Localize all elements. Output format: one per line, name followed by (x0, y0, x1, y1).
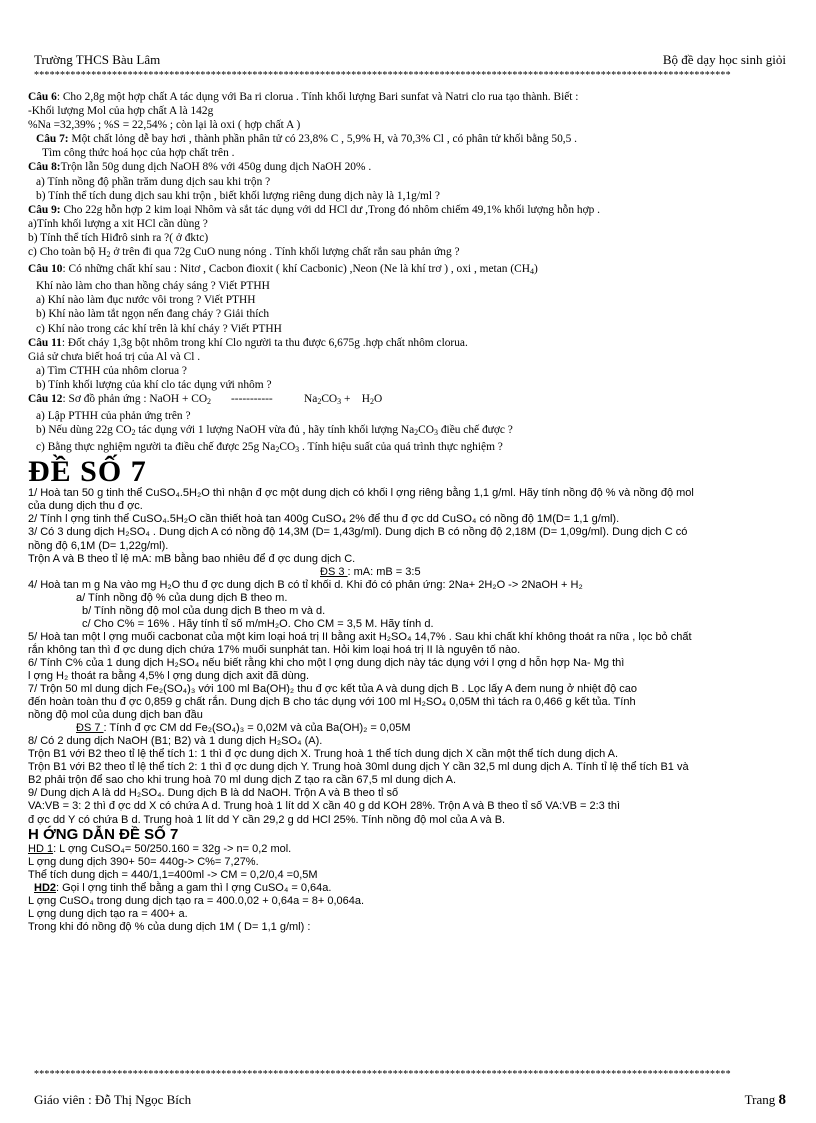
text-line: c) Bằng thực nghiệm người ta điều chế được 25g $Na_2CO_3$ . Tính hiệu suất của quá trình thực nghiệm ? (36, 441, 503, 455)
text-line: Thể tích dung dịch = 440/1,1=400ml -> CM = 0,2/0,4 =0,5M (28, 868, 318, 881)
question-9: Câu 9: Cho 22g hỗn hợp 2 kim loại Nhôm và sắt tác dụng với dd HCl dư ,Trong đó nhôm chiếm 49,1% khối lượng hỗn hợp . (28, 203, 600, 216)
text-line: b) Tính khối lượng của khí clo tác dụng vứi nhôm ? (36, 378, 272, 391)
text-line: b) Tính thể tích Hiđrô sinh ra ?( ở đktc) (28, 231, 209, 244)
text-line: a/ Tính nồng độ % của dung dịch B theo m. (76, 591, 288, 604)
question-label: Câu 10 (28, 263, 63, 276)
footer-star-divider: ************************************************************************************************************************************** (34, 1069, 731, 1080)
text-line: đ ợc dd Y có chứa B d. Trung hoà 1 lít dd Y cần 29,2 g dd HCl 25%. Tính nồng độ mol của A và B. (28, 813, 506, 826)
text-line: L ợng dung dịch 390+ 50= 440g-> C%= 7,27%. (28, 855, 259, 868)
text-line: -Khối lượng Mol của hợp chất A là 142g (28, 105, 214, 118)
document-body (28, 90, 784, 934)
text-line: b) Khí nào làm tắt ngọn nến đang cháy ? Giải thích (36, 308, 270, 321)
answer-3: ĐS 3 : mA: mB = 3:5 (320, 565, 421, 578)
question-label: Câu 8: (28, 161, 61, 174)
question-11: Câu 11: Đốt cháy 1,3g bột nhôm trong khí Clo người ta thu được 6,675g .hợp chất nhôm clorua. (28, 336, 468, 349)
text-line: 6/ Tính C% của 1 dung dịch H₂SO₄ nếu biết rằng khi cho một l ợng dung dịch này tác dụng với l ợng d hỗn hợp Na- Mg thì (28, 656, 625, 669)
question-6: Câu 6: Cho 2,8g một hợp chất A tác dụng với Ba ri clorua . Tính khối lượng Bari sunfat và Natri clo rua tạo thành. Biết : (28, 91, 579, 103)
question-10: Câu 10: Có những chất khí sau : Nitơ , Cacbon đioxit ( khí Cacbonic) ,Neon (Ne là khí trơ ) , oxi , metan $(CH_4)$ (28, 263, 538, 277)
solution-1: HD 1: L ợng CuSO₄= 50/250.160 = 32g -> n= 0,2 mol. (28, 842, 292, 855)
question-label: Câu 6 (28, 91, 57, 103)
question-label: Câu 9: (28, 203, 61, 216)
text-line: của dung dịch thu đ ợc. (28, 500, 143, 513)
document-title: Bộ đề dạy học sinh giỏi (662, 52, 786, 67)
text-line: 8/ Có 2 dung dịch NaOH (B1; B2) và 1 dung dịch H₂SO₄ (A). (28, 735, 323, 748)
text-line: Trộn A và B theo tỉ lệ mA: mB bằng bao nhiêu để đ ợc dung dịch C. (28, 552, 356, 565)
text-line: Trộn B1 với B2 theo tỉ lệ thể tích 1: 1 thì đ ợc dung dịch X. Trung hoà 1 thể tích dung dịch X cần một thể tích dung dịch A. (28, 748, 619, 761)
school-name: Trường THCS Bàu Lâm (34, 52, 161, 67)
text-line: Khí nào làm cho than hồng cháy sáng ? Viết PTHH (36, 280, 270, 293)
text-line: 5/ Hoà tan một l ợng muối cacbonat của một kim loại hoá trị II bằng axit H₂SO₄ 14,7% . Sau khi chất khí không thoát ra nữa , lọc bỏ chất (28, 630, 692, 643)
text-line: 7/ Trộn 50 ml dung dịch Fe₂(SO₄)₃ với 100 ml Ba(OH)₂ thu đ ợc kết tủa A và dung dịch B . Lọc lấy A đem nung ở nhiệt độ cao (28, 683, 638, 696)
teacher-name: Giáo viên : Đỗ Thị Ngọc Bích (34, 1092, 192, 1107)
text-line: 9/ Dung dịch A là dd H₂SO₄. Dung dịch B là dd NaOH. Trộn A và B theo tỉ số (28, 787, 399, 800)
exam-7-problems (28, 487, 784, 934)
text-line: đến hoàn toàn thu đ ợc 0,859 g chất rắn. Dung dịch B cho tác dụng với 100 ml H₂SO₄ 0,05M thì tách ra 0,466 g kết tủa. Tính (28, 696, 636, 709)
question-12: Câu 12: Sơ đồ phản ứng : NaOH + $CO_2$ ----------- $Na_2CO_3$ + $H_2O$ (28, 392, 383, 406)
text-line: b) Tính thể tích dung dịch sau khi trộn , biết khối lượng riêng dung dịch này là 1,1g/ml ? (36, 189, 440, 202)
answer-7: ĐS 7 : Tính đ ợc CM dd Fe₂(SO₄)₃ = 0,02M và của Ba(OH)₂ = 0,05M (76, 722, 411, 735)
question-7: Câu 7: Một chất lỏng dễ bay hơi , thành phần phân tử có 23,8% C , 5,9% H, và 70,3% Cl , có phân tử khối bằng 50,5 . (36, 133, 578, 146)
text-line: b/ Tính nồng độ mol của dung dịch B theo m và d. (82, 604, 326, 617)
question-label: Câu 11 (28, 336, 62, 349)
text-line: 2/ Tính l ợng tinh thể CuSO₄.5H₂O cần thiết hoà tan 400g CuSO₄ 2% để thu đ ợc dd CuSO₄ có nồng độ 1M(D= 1,1 g/ml). (28, 513, 620, 526)
text-line: b) Nếu dùng 22g $CO_2$ tác dụng với 1 lượng NaOH vừa đủ , hãy tính khối lượng $Na_2CO_3$ điều chế được ? (36, 424, 513, 438)
text-line: a) Tính nồng độ phần trăm dung dịch sau khi trộn ? (36, 175, 271, 188)
text-line: Trong khi đó nồng độ % của dung dịch 1M ( D= 1,1 g/ml) : (28, 920, 311, 933)
text-line: nồng độ 6,1M (D= 1,22g/ml). (28, 539, 169, 552)
text-line: Trộn B1 với B2 theo tỉ lệ thể tích 2: 1 thì đ ợc dung dịch Y. Trung hoà 30ml dung dịch Y cần 32,5 ml dung dịch A. Tính tỉ lệ thể tích B1 và (28, 761, 689, 774)
question-8: Câu 8:Trộn lẫn 50g dung dịch NaOH 8% với 450g dung dịch NaOH 20% . (28, 161, 372, 174)
question-label: Câu 7: (36, 133, 69, 146)
text-line: l ợng H₂ thoát ra bằng 4,5% l ợng dung dịch axit đã dùng. (28, 670, 310, 682)
text-line: a) Khí nào làm đục nước vôi trong ? Viết PTHH (36, 294, 256, 307)
text-line: VA:VB = 3: 2 thì đ ợc dd X có chứa A d. Trung hoà 1 lít dd X cần 40 g dd KOH 28%. Trộn A và B theo tỉ số VA:VB = 2:3 thì (28, 800, 621, 813)
exam-title: ĐỀ SỐ 7 (28, 455, 147, 489)
page-number: Trang 8 (744, 1092, 786, 1108)
text-line: c/ Cho C% = 16% . Hãy tính tỉ số m/mH₂O. Cho CM = 3,5 M. Hãy tính d. (82, 617, 434, 630)
text-line: 3/ Có 3 dung dịch H₂SO₄ . Dung dịch A có nồng độ 14,3M (D= 1,43g/ml). Dung dịch B có nồng độ 2,18M (D= 1,09g/ml). Dung dịch C có (28, 526, 688, 539)
text-line: a)Tính khối lượng a xit HCl cần dùng ? (28, 217, 208, 230)
text-line: L ợng CuSO₄ trong dung dịch tạo ra = 400.0,02 + 0,64a = 8+ 0,064a. (28, 894, 365, 907)
text-line: %Na =32,39% ; %S = 22,54% ; còn lại là oxi ( hợp chất A ) (28, 119, 301, 132)
text-line: a) Tìm CTHH của nhôm clorua ? (36, 364, 187, 377)
text-line: c) Khí nào trong các khí trên là khí cháy ? Viết PTHH (36, 322, 282, 335)
text-line: a) Lập PTHH của phản ứng trên ? (36, 410, 191, 423)
text-line: L ợng dung dịch tạo ra = 400+ a. (28, 907, 188, 920)
text-line: 4/ Hoà tan m g Na vào mg H₂O thu đ ợc dung dịch B có tỉ khối d. Khi đó có phản ứng: 2Na+ 2H₂O -> 2NaOH + H₂ (28, 578, 583, 591)
text-line: rắn không tan thì đ ợc dung dịch chứa 17% muối sunphát tan. Hỏi kim loại hoá trị II là nguyên tố nào. (28, 643, 521, 656)
text-line: 1/ Hoà tan 50 g tinh thể CuSO₄.5H₂O thì nhận đ ợc một dung dịch có khối l ợng riêng bằng 1,1 g/ml. Hãy tính nồng độ % và nồng độ mol (28, 487, 694, 500)
text-line: Giả sử chưa biết hoá trị của Al và Cl . (28, 350, 201, 363)
text-line: nồng độ mol của dung dịch ban đầu (28, 709, 203, 722)
text-line: B2 phải trộn để sao cho khi trung hoà 70 ml dung dịch Z tạo ra cần 67,5 ml dung dịch A. (28, 774, 457, 787)
question-label: Câu 12 (28, 392, 63, 405)
text-line: Tìm công thức hoá học của hợp chất trên . (42, 147, 235, 160)
solution-2: HD2: Gọi l ợng tinh thể bằng a gam thì l ợng CuSO₄ = 0,64a. (34, 881, 332, 894)
text-line: c) Cho toàn bộ $H_2$ ở trên đi qua 72g CuO nung nóng . Tính khối lượng chất rắn sau phản ứng ? (28, 246, 460, 260)
solution-heading: H ỚNG DẪN ĐỀ SỐ 7 (28, 825, 179, 843)
header-star-divider: ************************************************************************************************************************************** (34, 70, 731, 81)
